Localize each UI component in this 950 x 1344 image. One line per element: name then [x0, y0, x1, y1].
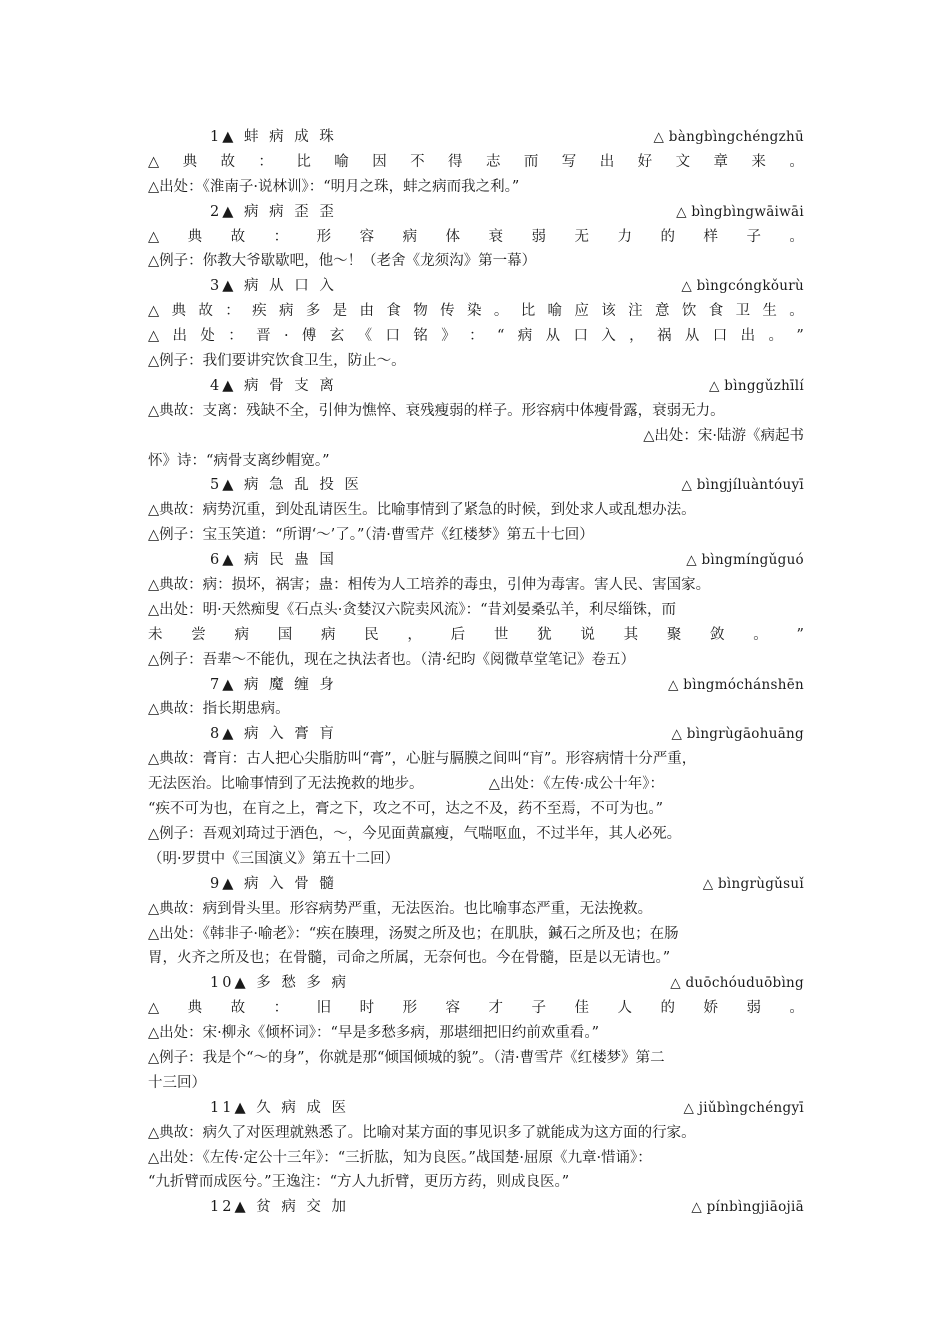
- entry-text-line: △出处：明·天然痴叟《石点头·贪婪汉六院卖风流》：“昔刘晏桑弘羊，利尽缁铢，而: [148, 601, 677, 618]
- entry-title: 5▲ 病 急 乱 投 医: [210, 477, 362, 494]
- entry-text-line: △例子：吾观刘琦过于酒色，～，今见面黄羸瘦，气喘呕血，不过半年，其人必死。: [148, 825, 682, 842]
- entry-text-line: “疾不可为也，在肓之上，膏之下，攻之不可，达之不及，药不至焉，不可为也。”: [148, 801, 664, 818]
- idiom-entry: [148, 125, 804, 200]
- entry-text-line: “九折臂而成医兮。”王逸注：“方人九折臂，更历方药，则成良医。”: [148, 1174, 570, 1191]
- idiom-entry: [148, 548, 804, 672]
- entry-text-line: △典故：病到骨头里。形容病势严重，无法医治。也比喻事态严重，无法挽救。: [148, 900, 653, 917]
- entry-text-line: △例子：我们要讲究饮食卫生，防止～。: [148, 353, 406, 370]
- entry-pinyin: △ bìngbìngwāiwāi: [676, 203, 804, 220]
- idiom-entry: [148, 673, 804, 723]
- entry-title: 11▲ 久 病 成 医: [210, 1099, 350, 1116]
- entry-text-line: △ 出 处 ： 晋 · 傅 玄 《 口 铭 》 ： “ 病 从 口 入 ， 祸 从 口 出 。 ”: [148, 328, 804, 345]
- entry-text-line: △例子：宝玉笑道：“所谓‘～’了。”（清·曹雪芹《红楼梦》第五十七回）: [148, 527, 594, 544]
- entry-text-line: 未 尝 病 国 病 民 ， 后 世 犹 说 其 聚 敛 。 ”: [148, 626, 804, 643]
- entry-text-line: △ 典 故 ： 比 喻 因 不 得 志 而 写 出 好 文 章 来 。: [148, 153, 804, 170]
- entry-text-line: △出处：《左传·定公十三年》：“三折肱，知为良医。”战国楚·屈原《九章·惜诵》：: [148, 1149, 652, 1166]
- entry-heading: [148, 374, 804, 399]
- entry-text-line: 无法医治。比喻事情到了无法挽救的地步。 △出处：《左传·成公十年》：: [148, 776, 665, 793]
- entry-text-line: △出处：宋·柳永《倾杯词》：“早是多愁多病，那堪细把旧约前欢重看。”: [148, 1025, 600, 1042]
- entry-text-line: △出处：《淮南子·说林训》：“明月之珠，蚌之病而我之利。”: [148, 178, 520, 195]
- entry-pinyin: △ bìngcóngkǒurù: [681, 278, 804, 295]
- entry-title: 4▲ 病 骨 支 离: [210, 377, 337, 394]
- entry-text-line: △ 典 故 ： 疾 病 多 是 由 食 物 传 染 。 比 喻 应 该 注 意 饮 食 卫 生 。: [148, 303, 804, 320]
- entry-pinyin: △ bàngbìngchéngzhū: [653, 129, 804, 145]
- entry-text-line: △典故：病势沉重，到处乱请医生。比喻事情到了紧急的时候，到处求人或乱想办法。: [148, 502, 696, 519]
- entry-text-line: 胃，火齐之所及也；在骨髓，司命之所属，无奈何也。今在骨髓，臣是以无请也。”: [148, 950, 671, 967]
- entry-heading: [148, 473, 804, 498]
- entry-title: 3▲ 病 从 口 入: [210, 278, 337, 295]
- entry-heading: [148, 1096, 804, 1121]
- entry-text-line: △典故：指长期患病。: [148, 701, 290, 718]
- entry-title: 7▲ 病 魔 缠 身: [210, 676, 337, 693]
- entry-title: 9▲ 病 入 骨 髓: [210, 875, 337, 892]
- entry-text-line: △ 典 故 ： 旧 时 形 容 才 子 佳 人 的 娇 弱 。: [148, 1000, 804, 1017]
- entry-text-line: △典故：病久了对医理就熟悉了。比喻对某方面的事见识多了就能成为这方面的行家。: [148, 1124, 696, 1141]
- idiom-entry: [148, 1195, 804, 1220]
- entry-pinyin: △ duōchóuduōbìng: [670, 975, 804, 992]
- entry-title: 8▲ 病 入 膏 肓: [210, 726, 337, 743]
- entry-heading: [148, 200, 804, 225]
- entry-heading: [148, 722, 804, 747]
- entry-title: 1▲ 蚌 病 成 珠: [210, 129, 337, 145]
- entry-text-line: △出处：宋·陆游《病起书: [643, 427, 804, 444]
- entry-heading: [148, 1195, 804, 1220]
- entry-pinyin: △ bìngjíluàntóuyī: [681, 477, 804, 494]
- entry-text-line: △例子：我是个“～的身”，你就是那“倾国倾城的貌”。（清·曹雪芹《红楼梦》第二: [148, 1049, 665, 1066]
- entry-pinyin: △ pínbìngjiāojiā: [691, 1199, 804, 1216]
- entry-heading: [148, 673, 804, 698]
- entry-text-line: 怀》诗：“病骨支离纱帽宽。”: [148, 452, 330, 469]
- entry-text-line: △ 典 故 ： 形 容 病 体 衰 弱 无 力 的 样 子 。: [148, 228, 804, 245]
- idiom-entry: [148, 872, 804, 972]
- entry-heading: [148, 548, 804, 573]
- entry-pinyin: △ bìngmíngǔguó: [686, 552, 804, 569]
- entry-pinyin: △ bìngrùgāohuāng: [671, 726, 804, 743]
- entry-heading: [148, 872, 804, 897]
- entry-text-line: 十三回）: [148, 1074, 206, 1091]
- idiom-entry: [148, 473, 804, 548]
- entry-pinyin: △ bìngmóchánshēn: [667, 676, 804, 693]
- entry-text-line: △例子：你教大爷歇歇吧，他～！（老舍《龙须沟》第一幕）: [148, 253, 537, 270]
- entry-text-line: △出处：《韩非子·喻老》：“疾在腠理，汤熨之所及也；在肌肤，鍼石之所及也；在肠: [148, 925, 679, 942]
- entry-title: 6▲ 病 民 蛊 国: [210, 552, 337, 569]
- idiom-list: [148, 125, 804, 1220]
- entry-text-line: △典故：支离：残缺不全，引伸为憔悴、衰残瘦弱的样子。形容病中体瘦骨露，衰弱无力。: [148, 402, 725, 419]
- idiom-entry: [148, 971, 804, 1095]
- entry-pinyin: △ bìngrùgǔsuǐ: [702, 875, 804, 892]
- entry-heading: [148, 125, 804, 150]
- entry-text-line: （明·罗贯中《三国演义》第五十二回）: [148, 850, 400, 867]
- idiom-entry: [148, 274, 804, 374]
- entry-heading: [148, 971, 804, 996]
- idiom-entry: [148, 1096, 804, 1196]
- idiom-entry: [148, 200, 804, 275]
- idiom-entry: [148, 722, 804, 871]
- entry-title: 12▲ 贫 病 交 加: [210, 1199, 350, 1216]
- entry-title: 2▲ 病 病 歪 歪: [210, 203, 337, 220]
- entry-pinyin: △ bìnggǔzhīlí: [709, 377, 804, 394]
- entry-text-line: △典故：膏肓：古人把心尖脂肪叫“膏”，心脏与膈膜之间叫“肓”。形容病情十分严重，: [148, 751, 697, 768]
- entry-heading: [148, 274, 804, 299]
- entry-pinyin: △ jiǔbìngchéngyī: [683, 1099, 804, 1116]
- idiom-entry: [148, 374, 804, 474]
- entry-text-line: △例子：吾辈～不能仇，现在之执法者也。（清·纪昀《阅微草堂笔记》卷五）: [148, 651, 636, 668]
- entry-text-line: △典故：病：损坏，祸害；蛊：相传为人工培养的毒虫，引伸为毒害。害人民、害国家。: [148, 577, 711, 594]
- entry-title: 10▲ 多 愁 多 病: [210, 975, 350, 992]
